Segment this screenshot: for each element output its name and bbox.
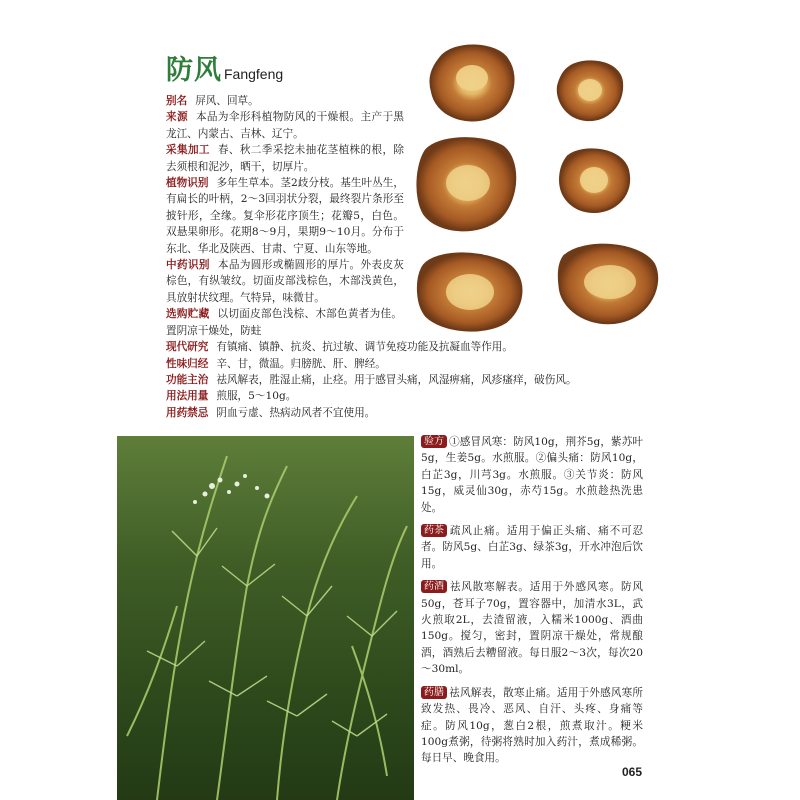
remedy-text: ①感冒风寒：防风10g，荆芥5g，紫苏叶5g，生姜5g。水煎服。②偏头痛：防风10g，白芷3g，川芎3g。水煎服。③关节炎：防风15g，威灵仙30g，赤芍15g。水煎趁热洗患处。 — [421, 436, 643, 514]
title-english: Fangfeng — [224, 66, 284, 82]
entry-text: 煎服，5～10g。 — [216, 390, 297, 403]
entry-dosage — [166, 388, 646, 404]
page-title — [166, 48, 283, 87]
entry-text: 屏风、回草。 — [195, 95, 259, 107]
entry-text: 本品为伞形科植物防风的干燥根。主产于黑龙江、内蒙古、吉林、辽宁。 — [166, 111, 405, 140]
entry-text: 本品为圆形或椭圆形的厚片。外表皮灰棕色，有纵皱纹。切面皮部浅棕色，木部浅黄色，具放射状纹理。气特异，味微甘。 — [166, 259, 405, 304]
entry-label: 用法用量 — [166, 390, 209, 403]
remedy-wine — [421, 579, 643, 677]
entry-source — [166, 109, 404, 142]
entry-harvest — [166, 142, 404, 175]
entry-label: 来源 — [166, 111, 188, 124]
remedy-text: 疏风止痛。适用于偏正头痛、痛不可忍者。防风5g、白芷3g、绿茶3g，开水冲泡后饮用。 — [421, 525, 643, 570]
entry-contraindications — [166, 405, 646, 421]
entry-label: 现代研究 — [166, 341, 209, 354]
entry-storage — [166, 306, 402, 339]
herb-entries — [166, 93, 646, 421]
entry-text: 阴血亏虚、热病动风者不宜使用。 — [216, 406, 376, 419]
remedy-text: 祛风散寒解表。适用于外感风寒。防风50g，苍耳子70g，置容器中，加清水3L，武火煎取2L，去渣留液，入糯米1000g、酒曲150g。搅匀，密封，置阴凉干燥处，常规酿酒，酒熟后去糟留液。每日服2～3次，每次20～30ml。 — [421, 581, 643, 676]
page-number: 065 — [622, 765, 643, 779]
entry-label: 性味归经 — [166, 357, 209, 370]
remedy-prescription — [421, 434, 643, 516]
remedy-badge: 药茶 — [421, 524, 447, 537]
remedy-column — [421, 434, 643, 774]
remedy-badge: 验方 — [421, 435, 447, 448]
entry-text: 有镇痛、镇静、抗炎、抗过敏、调节免疫功能及抗凝血等作用。 — [216, 341, 513, 354]
remedy-badge: 药酒 — [421, 580, 447, 593]
entry-label: 用药禁忌 — [166, 406, 209, 419]
remedy-tea — [421, 523, 643, 572]
plant-illustration — [117, 436, 414, 800]
entry-plant-identification — [166, 175, 404, 257]
entry-nature-meridian — [166, 356, 646, 372]
entry-label: 采集加工 — [166, 144, 210, 157]
title-chinese: 防风 — [166, 55, 222, 86]
plant-photo — [117, 436, 414, 800]
entry-alias — [166, 93, 646, 109]
entry-label: 选购贮藏 — [166, 308, 210, 321]
entry-herb-identification — [166, 257, 404, 306]
remedy-badge: 药膳 — [421, 686, 447, 699]
entry-text: 祛风解表，胜湿止痛，止痉。用于感冒头痛，风湿痹痛，风疹瘙痒，破伤风。 — [216, 373, 577, 386]
entry-modern-research — [166, 339, 646, 355]
remedy-text: 祛风解表，散寒止痛。适用于外感风寒所致发热、畏冷、恶风、自汗、头疼、身痛等症。防风10g，葱白2根，煎煮取汁。粳米100g煮粥，待粥将熟时加入药汁，煮成稀粥。每日早、晚食用。 — [421, 686, 643, 765]
entry-text: 春、秋二季采挖未抽花茎植株的根，除去须根和泥沙，晒干，切厚片。 — [166, 144, 405, 173]
entry-label: 中药识别 — [166, 259, 210, 272]
entry-text: 多年生草本。茎2歧分枝。基生叶丛生，有扁长的叶柄，2～3回羽状分裂，最终裂片条形至披针形，全缘。复伞形花序顶生；花瓣5，白色。双悬果卵形。花期8～9月，果期9～10月。分布于东北、华北及陕西、甘肃、宁夏、山东等地。 — [166, 177, 404, 255]
entry-label: 植物识别 — [166, 177, 209, 190]
entry-text: 以切面皮部色浅棕、木部色黄者为佳。置阴凉干燥处，防蛀 — [166, 308, 403, 337]
entry-label: 别名 — [166, 95, 188, 107]
remedy-diet — [421, 685, 643, 767]
entry-functions — [166, 372, 646, 388]
entry-text: 辛、甘，微温。归膀胱、肝、脾经。 — [216, 357, 386, 370]
entry-label: 功能主治 — [166, 373, 209, 386]
